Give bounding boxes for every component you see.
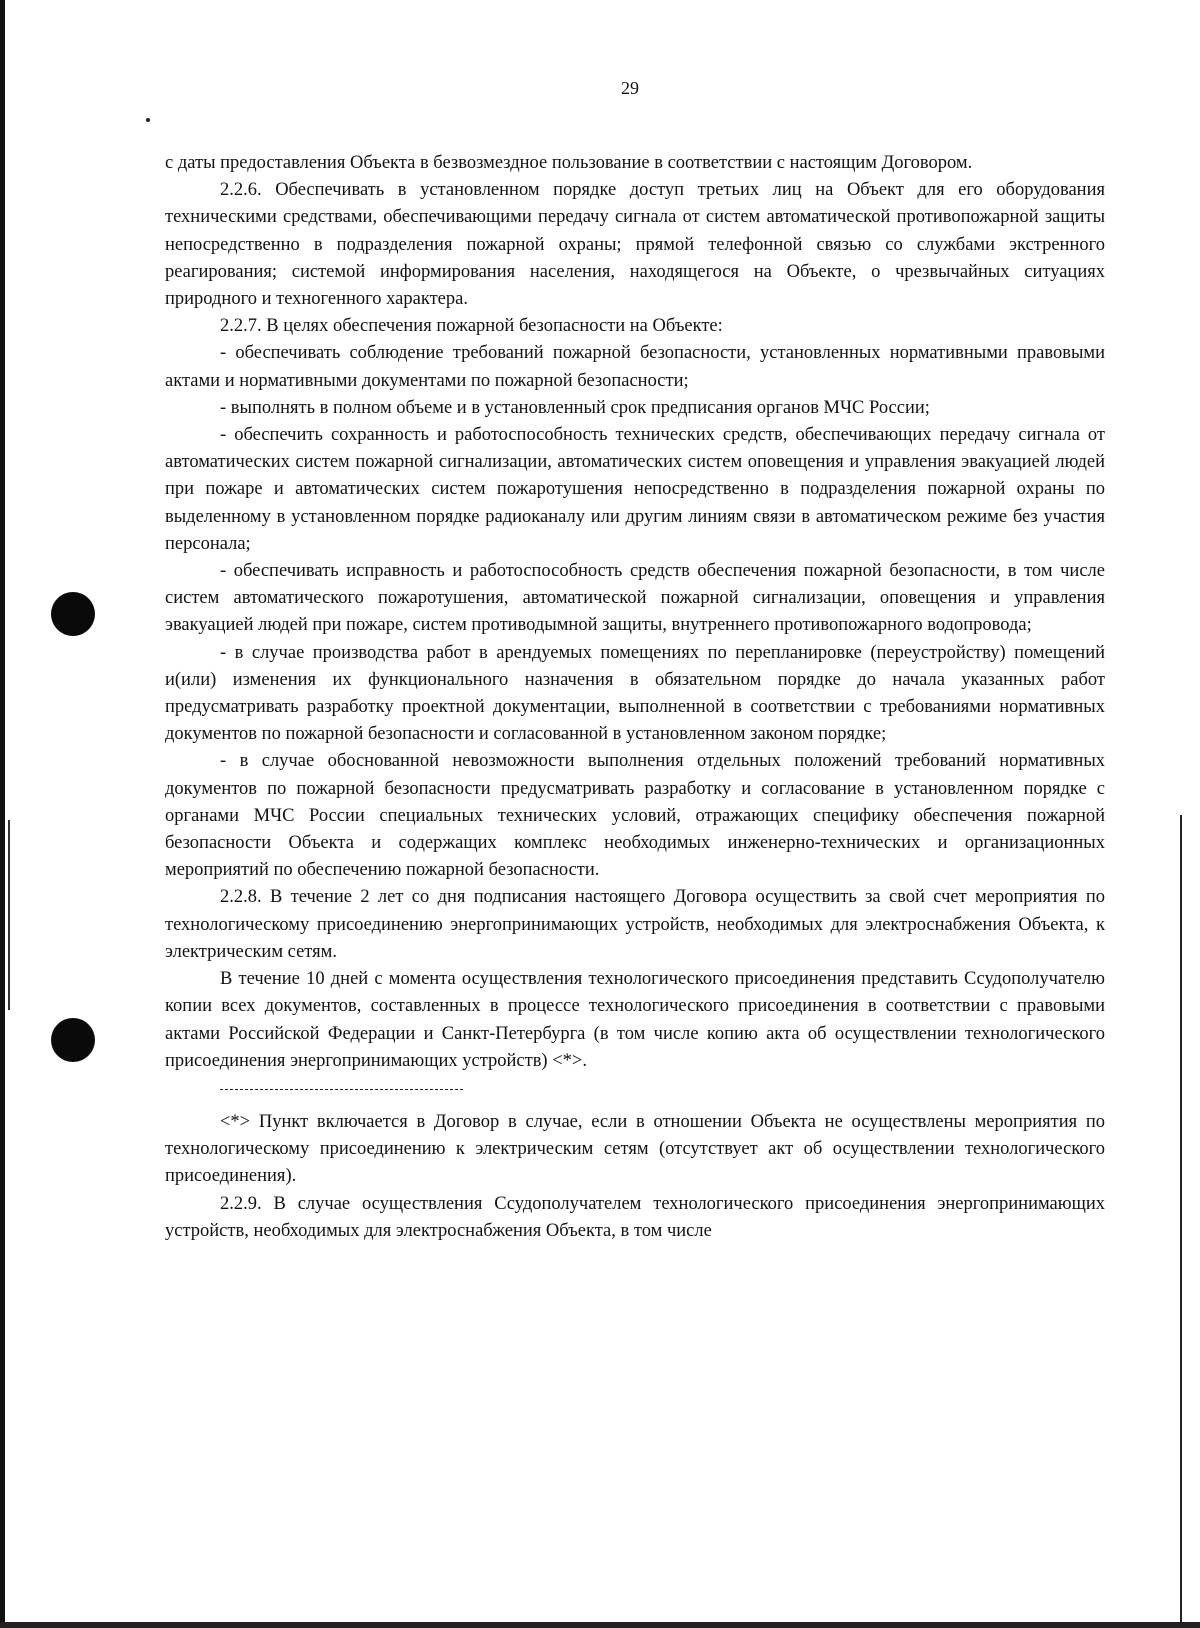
list-item: - обеспечивать исправность и работоспособность средств обеспечения пожарной безопасности, в том числе систем автоматического пожаротушения, автоматической пожарной сигнализации, оповещения и управления эвакуацией людей при пожаре, систем противодымной защиты, внутреннего противопожарного водопровода;: [165, 561, 1105, 636]
clause-2-2-6: 2.2.6. Обеспечивать в установленном порядке доступ третьих лиц на Объект для его оборудования техническими средствами, обеспечивающими передачу сигнала от систем автоматической противопожарной защиты непосредственно в подразделения пожарной охраны; прямой телефонной связью со службами экстренного реагирования; системой информирования населения, находящегося на Объекте, о чрезвычайных ситуациях природного и техногенного характера.: [165, 180, 1105, 310]
scan-bottom-edge: [0, 1622, 1200, 1628]
clause-2-2-7: 2.2.7. В целях обеспечения пожарной безопасности на Объекте:: [220, 316, 723, 337]
punch-hole: [51, 1018, 95, 1062]
clause-2-2-8: 2.2.8. В течение 2 лет со дня подписания настоящего Договора осуществить за свой счет мероприятия по технологическому присоединению энергопринимающих устройств, необходимых для электроснабжения Объекта, к электрическим сетям.: [165, 887, 1105, 962]
list-item: - обеспечить сохранность и работоспособность технических средств, обеспечивающих передачу сигнала от автоматических систем пожарной сигнализации, автоматических систем оповещения и управления эвакуацией людей при пожаре и автоматических систем пожаротушения непосредственно в подразделения пожарной охраны по выделенному в установленном порядке радиоканалу или другим линиям связи в автоматическом режиме без участия персонала;: [165, 425, 1105, 554]
scan-speck: [146, 118, 150, 122]
clause-2-2-9: 2.2.9. В случае осуществления Ссудополучателем технологического присоединения энергопринимающих устройств, необходимых для электроснабжения Объекта, в том числе: [165, 1193, 1105, 1241]
scan-right-edge: [1180, 815, 1182, 1628]
page-number: 29: [621, 78, 639, 98]
list-item: - выполнять в полном объеме и в установленный срок предписания органов МЧС России;: [220, 397, 930, 418]
scan-left-edge: [0, 0, 5, 1628]
footnote-separator: [165, 1076, 1105, 1103]
list-item: - в случае обоснованной невозможности выполнения отдельных положений требований нормативных документов по пожарной безопасности предусматривать разработку и согласование в установленном порядке с органами МЧС России специальных технических условий, отражающих специфику обеспечения пожарной безопасности Объекта и содержащих комплекс необходимых инженерно-технических и организационных мероприятий по обеспечению пожарной безопасности.: [165, 751, 1105, 881]
clause-2-2-8-paragraph-2: В течение 10 дней с момента осуществления технологического присоединения представить Ссудополучателю копии всех документов, составленных в процессе технологического присоединения в соответствии с правовыми актами Российской Федерации и Санкт-Петербурга (в том числе копию акта об осуществлении технологического присоединения энергопринимающих устройств) <*>.: [165, 969, 1105, 1071]
list-item: - обеспечивать соблюдение требований пожарной безопасности, установленных нормативными правовыми актами и нормативными документами по пожарной безопасности;: [165, 343, 1105, 391]
document-body: [165, 150, 1105, 1245]
scan-artifact-line: [8, 820, 10, 1010]
footnote: <*> Пункт включается в Договор в случае, если в отношении Объекта не осуществлены мероприятия по технологическому присоединению к электрическим сетям (отсутствует акт об осуществлении технологического присоединения).: [165, 1111, 1105, 1187]
paragraph-continuation: с даты предоставления Объекта в безвозмездное пользование в соответствии с настоящим Договором.: [165, 153, 973, 173]
list-item: - в случае производства работ в арендуемых помещениях по перепланировке (переустройству) помещений и(или) изменения их функционального назначения в обязательном порядке до начала указанных работ предусматривать разработку проектной документации, выполненной в соответствии с требованиями нормативных документов по пожарной безопасности и согласованной в установленном законом порядке;: [165, 642, 1105, 745]
punch-hole: [51, 592, 95, 636]
